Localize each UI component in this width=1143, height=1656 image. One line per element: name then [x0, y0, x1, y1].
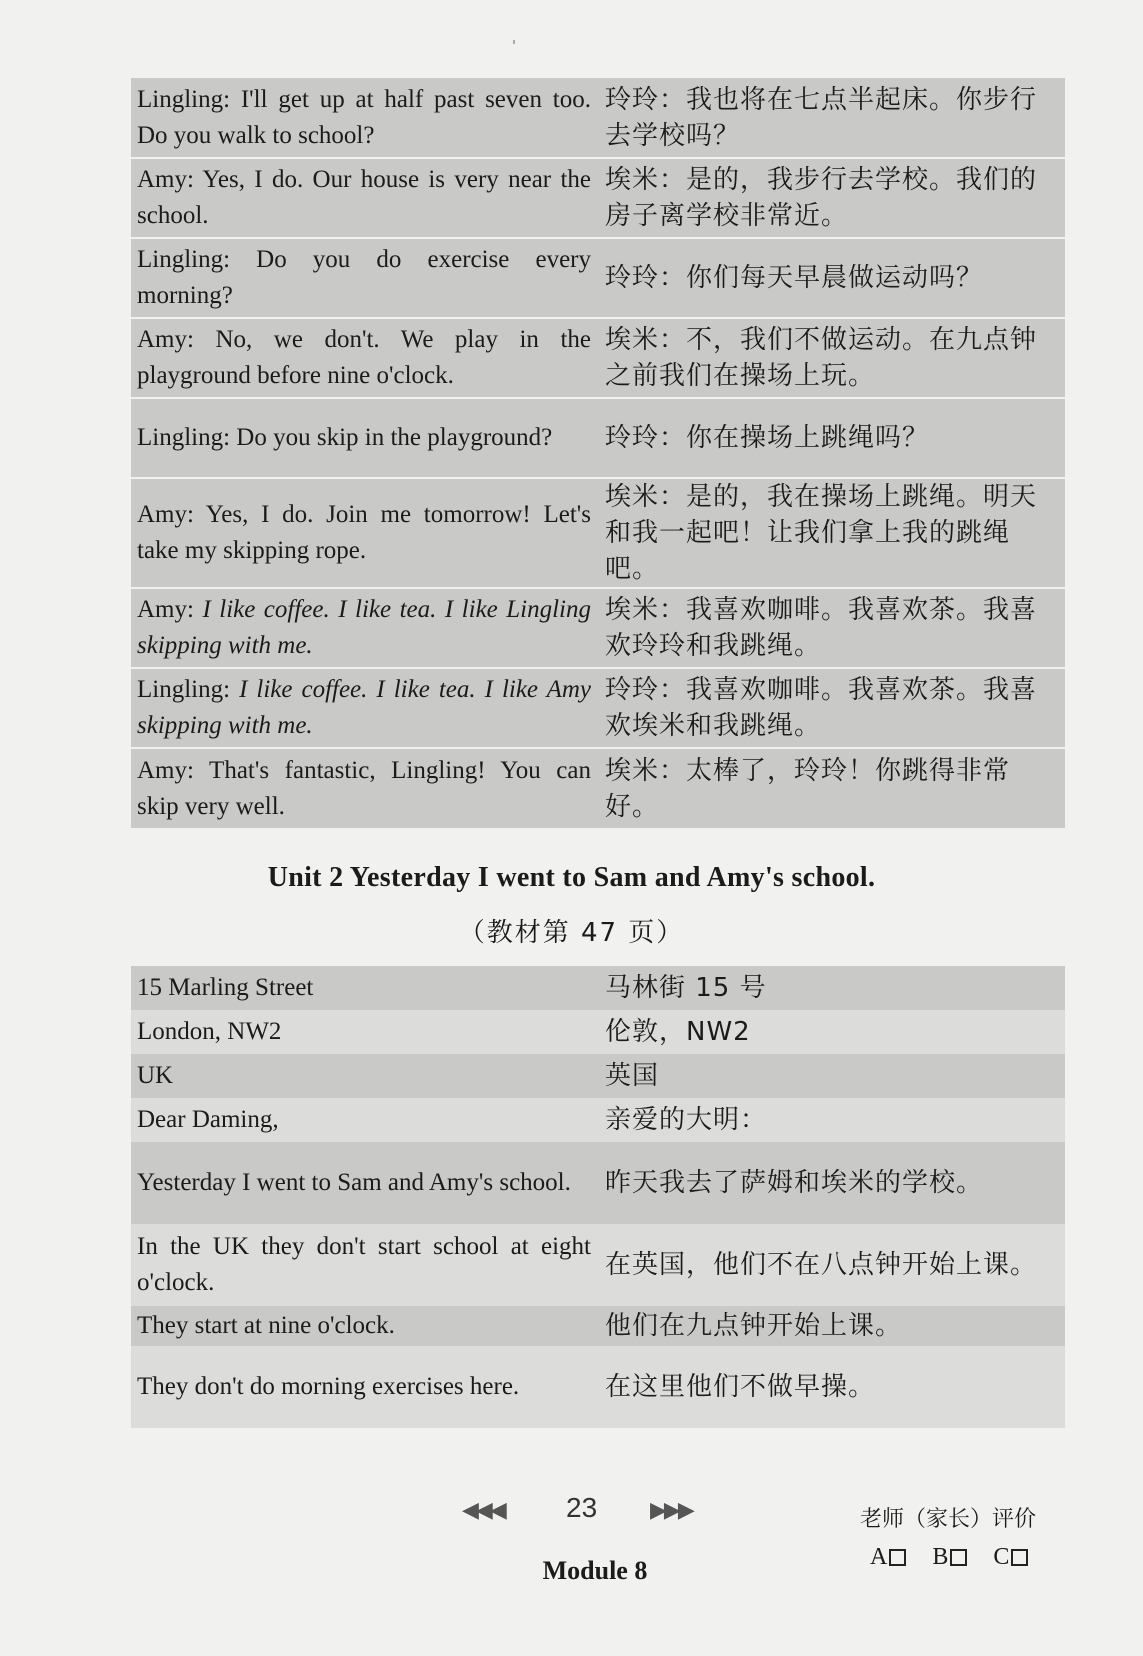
letter-row [131, 1346, 1065, 1428]
english-line: London, NW2 [131, 1010, 599, 1054]
page-number: 23 [566, 1492, 598, 1523]
dialogue-row [131, 158, 1065, 238]
option-a-label: A [870, 1544, 888, 1570]
evaluation-options [870, 1544, 1028, 1571]
checkbox-b-icon[interactable] [950, 1549, 967, 1566]
checkbox-c-icon[interactable] [1011, 1549, 1028, 1566]
evaluation-label: 老师（家长）评价 [860, 1507, 1037, 1532]
chinese-translation: 亲爱的大明： [599, 1098, 1065, 1142]
english-line: Amy: Yes, I do. Join me tomorrow! Let's take my skipping rope. [131, 478, 599, 588]
english-line: Lingling: Do you skip in the playground? [131, 398, 599, 478]
chinese-translation: 埃米：太棒了，玲玲！你跳得非常好。 [599, 748, 1065, 828]
option-b-label: B [932, 1544, 949, 1570]
english-line: Amy: No, we don't. We play in the playground before nine o'clock. [131, 318, 599, 398]
chinese-translation: 埃米：不，我们不做运动。在九点钟之前我们在操场上玩。 [599, 318, 1065, 398]
dialogue-row [131, 398, 1065, 478]
english-line: Dear Daming, [131, 1098, 599, 1142]
previous-arrows-icon: ◀◀◀ [462, 1498, 504, 1523]
dialogue-row [131, 478, 1065, 588]
english-line: They don't do morning exercises here. [131, 1346, 599, 1428]
letter-row [131, 1142, 1065, 1224]
letter-row [131, 1306, 1065, 1346]
chinese-translation: 他们在九点钟开始上课。 [599, 1306, 1065, 1346]
dialogue-row [131, 238, 1065, 318]
letter-row [131, 1224, 1065, 1306]
english-line [131, 668, 599, 748]
checkbox-a-icon[interactable] [889, 1549, 906, 1566]
chinese-translation: 玲玲：你在操场上跳绳吗？ [599, 398, 1065, 478]
letter-row [131, 1054, 1065, 1098]
chinese-translation: 马林街 15 号 [599, 966, 1065, 1010]
letter-table-unit2 [131, 966, 1065, 1428]
scan-mark [513, 40, 515, 44]
letter-row [131, 1098, 1065, 1142]
chinese-translation: 玲玲：你们每天早晨做运动吗？ [599, 238, 1065, 318]
option-c-label: C [993, 1544, 1010, 1570]
module-label: Module 8 [542, 1556, 648, 1585]
chinese-translation: 玲玲：我也将在七点半起床。你步行去学校吗？ [599, 78, 1065, 158]
english-line: In the UK they don't start school at eight o'clock. [131, 1224, 599, 1306]
chinese-translation: 在这里他们不做早操。 [599, 1346, 1065, 1428]
speaker-name: Amy: [137, 596, 203, 623]
english-line: UK [131, 1054, 599, 1098]
english-line: 15 Marling Street [131, 966, 599, 1010]
english-line: Lingling: Do you do exercise every morning? [131, 238, 599, 318]
chinese-translation: 埃米：我喜欢咖啡。我喜欢茶。我喜欢玲玲和我跳绳。 [599, 588, 1065, 668]
option-c[interactable] [993, 1544, 1028, 1571]
next-arrows-icon: ▶▶▶ [650, 1498, 692, 1523]
chinese-translation: 在英国，他们不在八点钟开始上课。 [599, 1224, 1065, 1306]
dialogue-row [131, 318, 1065, 398]
chinese-translation: 伦敦，NW2 [599, 1010, 1065, 1054]
english-line: Yesterday I went to Sam and Amy's school. [131, 1142, 599, 1224]
chinese-translation: 昨天我去了萨姆和埃米的学校。 [599, 1142, 1065, 1224]
english-line: They start at nine o'clock. [131, 1306, 599, 1346]
dialogue-row [131, 588, 1065, 668]
english-line: Lingling: I'll get up at half past seven too. Do you walk to school? [131, 78, 599, 158]
letter-row [131, 966, 1065, 1010]
english-line: Amy: Yes, I do. Our house is very near the school. [131, 158, 599, 238]
option-a[interactable] [870, 1544, 906, 1571]
chinese-translation: 埃米：是的，我步行去学校。我们的房子离学校非常近。 [599, 158, 1065, 238]
dialogue-table-unit1 [131, 78, 1065, 828]
dialogue-row [131, 748, 1065, 828]
option-b[interactable] [932, 1544, 967, 1571]
dialogue-row [131, 78, 1065, 158]
unit-title: Unit 2 Yesterday I went to Sam and Amy's school. [267, 862, 876, 893]
textbook-page-reference: （教材第 47 页） [458, 918, 685, 948]
dialogue-row [131, 668, 1065, 748]
chinese-translation: 英国 [599, 1054, 1065, 1098]
english-line [131, 588, 599, 668]
chant-text: I like coffee. I like tea. I like Amy skipping with me. [137, 676, 591, 739]
chinese-translation: 埃米：是的，我在操场上跳绳。明天和我一起吧！让我们拿上我的跳绳吧。 [599, 478, 1065, 588]
chant-text: I like coffee. I like tea. I like Lingling skipping with me. [137, 596, 591, 659]
english-line: Amy: That's fantastic, Lingling! You can skip very well. [131, 748, 599, 828]
speaker-name: Lingling: [137, 676, 240, 703]
letter-row [131, 1010, 1065, 1054]
chinese-translation: 玲玲：我喜欢咖啡。我喜欢茶。我喜欢埃米和我跳绳。 [599, 668, 1065, 748]
